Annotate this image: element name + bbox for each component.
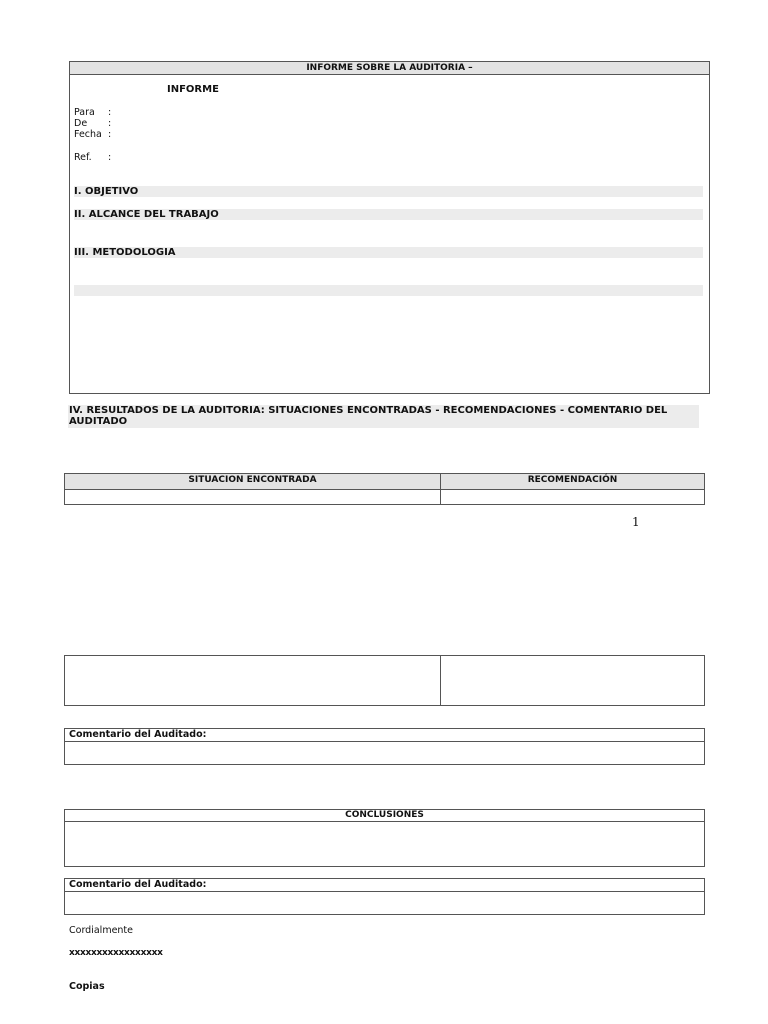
closing-copias: Copias [69,981,105,992]
field-de-sep: : [108,118,112,129]
results-table-continued [64,655,705,706]
field-para-label: Para [74,107,95,118]
section-band-objetivo [74,186,703,197]
comment-label-2: Comentario del Auditado: [69,879,207,890]
comment-label-1: Comentario del Auditado: [69,729,207,740]
col-situacion-header: SITUACION ENCONTRADA [188,475,317,485]
report-title: INFORME SOBRE LA AUDITORIA – [70,62,709,75]
conclusiones-title: CONCLUSIONES [345,810,424,820]
report-subtitle: INFORME [167,84,219,95]
col-recomendacion-header: RECOMENDACIÓN [527,475,618,485]
field-ref-sep: : [108,152,112,163]
results-heading: IV. RESULTADOS DE LA AUDITORIA: SITUACIONES ENCONTRADAS - RECOMENDACIONES - COMENTARIO DEL AUDITADO [69,405,668,427]
field-para-sep: : [108,107,112,118]
closing-cordialmente: Cordialmente [69,925,134,936]
field-ref-label: Ref. [74,152,92,163]
section-objetivo: I. OBJETIVO [74,186,139,197]
comment-box-1 [64,728,705,765]
comment-box-2 [64,878,705,915]
results-table [64,473,705,505]
closing-signature: xxxxxxxxxxxxxxxxx [69,948,163,958]
results-table-continued-divider [440,656,441,705]
field-fecha-label: Fecha [74,129,102,140]
field-fecha-sep: : [108,129,112,140]
report-box [69,61,710,394]
section-metodologia: III. METODOLOGIA [74,247,176,258]
empty-band [74,285,703,296]
section-alcance: II. ALCANCE DEL TRABAJO [74,209,219,220]
page-number: 1 [632,515,640,529]
conclusiones-box [64,809,705,867]
field-de-label: De [74,118,88,129]
